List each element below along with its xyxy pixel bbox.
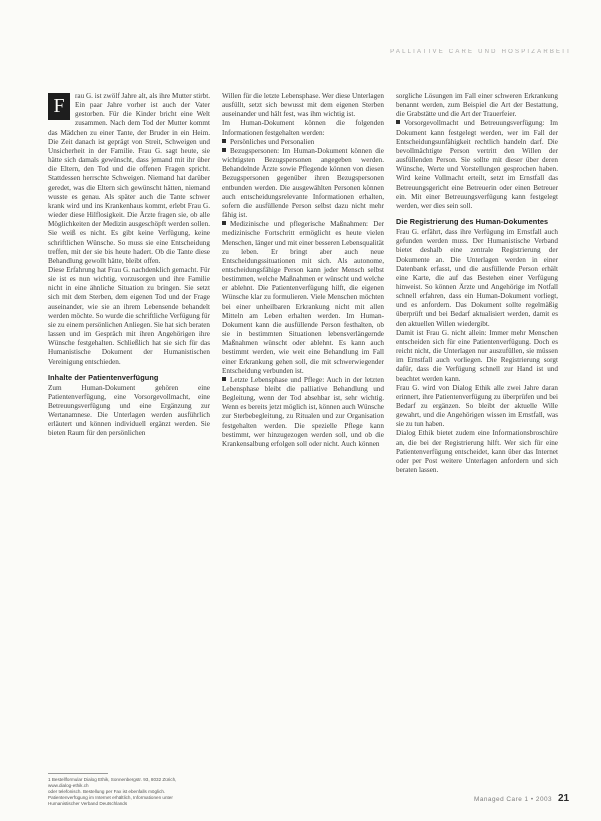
section-heading-contents: Inhalte der Patientenverfügung: [48, 372, 159, 382]
paragraph: Frau G. wird von Dialog Ethik alle zwei Jahre daran erinnert, ihre Patientenverfügung zu überprüfen und bei Bedarf zu ergänzen. So bleibt der aktuelle Wille gewahrt, und die Angehörigen wissen im Ernstfall, was sie zu tun haben.: [396, 383, 558, 429]
page-number: 21: [558, 793, 570, 804]
section-heading-registration: Die Registrierung des Human-Dokumentes: [396, 217, 549, 227]
text-column-3: [396, 92, 558, 792]
text-column-2: [222, 92, 384, 792]
list-item: Medizinische und pflegerische Maßnahmen: Der medizinische Fortschritt ermöglicht es heute vielen Menschen, länger und mit einer besseren Lebensqualität zu leben. Er bringt aber auch neue Entscheidungssituationen mit sich. Als autonome, entscheidungsfähige Person kann jeder Mensch selbst bestimmen, welche Maßnahmen er wünscht und welche er ablehnt. Die Patientenverfügung hilft, die eigenen Wünsche klar zu formulieren. Viele Menschen möchten bei einer unheilbaren Erkrankung nicht mit allen Mitteln am Leben erhalten werden. Im Human-Dokument kann die ausfüllende Person festhalten, ob sie in bestimmten Situationen lebensverlängernde Maßnahmen wünscht oder ablehnt. Es kann auch bestimmt werden, wie weit eine Behandlung im Fall einer Erkrankung gehen soll, die mit schwerwiegender Entscheidung verbunden ist.: [222, 220, 384, 375]
drop-cap: F: [48, 93, 70, 120]
running-head: PALLIATIVE CARE UND HOSPIZARBEIT: [390, 49, 572, 55]
paragraph: Frau G. erfährt, dass ihre Verfügung im Ernstfall auch gefunden werden muss. Der Humanistische Verband bietet deshalb eine zentrale Registrierung der Dokumente an. Die Unterlagen werden in einer Datenbank erfasst, und die ausfüllende Person erhält eine Karte, die auf das Bestehen einer Verfügung hinweist. So können Ärzte und Angehörige im Notfall schnell erfahren, dass ein Human-Dokument vorliegt, und es anfordern. Das Dokument sollte regelmäßig überprüft und bei Bedarf aktualisiert werden, damit es den aktuellen Willen wiedergibt.: [396, 228, 558, 328]
paragraph-text: rau G. ist zwölf Jahre alt, als ihre Mutter stirbt. Ein paar Jahre vorher ist auch der Vater gestorben. Für die Kinder bricht eine Welt zusammen. Nach dem Tod der Mutter kommt das Mädchen zu einer Tante, der Bruder in ein Heim. Die Zeit danach ist geprägt von Streit, Schweigen und Unsicherheit in der Familie. Frau G. sagt heute, sie hätte sich damals gewünscht, dass jemand mit ihr über die Eltern, den Tod und die offenen Fragen spricht. Stattdessen herrschte Schweigen. Niemand hat darüber geredet, was die Eltern sich gewünscht hätten, niemand wusste es genau. Als später auch die Tante schwer krank wird und ins Krankenhaus kommt, erlebt Frau G. wieder diese Hilflosigkeit. Die Ärzte fragen sie, ob alle Möglichkeiten der Medizin ausgeschöpft werden sollen. Sie weiß es nicht. Es gibt keine Verfügung, keine schriftlichen Wünsche. So muss sie eine Entscheidung treffen, mit der sie bis heute hadert. Ob die Tante diese Behandlung gewollt hätte, bleibt offen.: [48, 92, 210, 265]
paragraph: Willen für die letzte Lebensphase. Wer diese Unterlagen ausfüllt, setzt sich bewusst mit dem eigenen Sterben auseinander und hält fest, was ihm wichtig ist.: [222, 92, 384, 119]
magazine-issue: Managed Care 1 • 2003: [474, 796, 553, 803]
list-item: Letzte Lebensphase und Pflege: Auch in der letzten Lebensphase bleibt die palliative Behandlung und Begleitung, wenn der Tod absehbar ist, sehr wichtig. Wenn es bereits jetzt möglich ist, können auch Wünsche zur Sterbebegleitung, zu Ritualen und zur Organisation festgehalten werden. Die spezielle Pflege kann bestimmt, wer hinzugezogen werden soll, und ob die Krankensalbung erfolgen soll oder nicht. Auch können: [222, 375, 384, 448]
paragraph: Im Human-Dokument können die folgenden Informationen festgehalten werden:: [222, 119, 384, 137]
paragraph: [48, 92, 210, 266]
text-column-1: [48, 92, 210, 767]
bullet-list: [222, 138, 384, 449]
paragraph: Zum Human-Dokument gehören eine Patientenverfügung, eine Vorsorgevollmacht, eine Betreuungsverfügung und eine Ergänzung zur Wertanamnese. Die Unterlagen werden ausführlich erläutert und können individuell ergänzt werden. Sie bieten Raum für den persönlichen: [48, 383, 210, 438]
list-item: Persönliches und Personalien: [222, 138, 384, 147]
footnote-divider: [48, 773, 108, 774]
paragraph: sorgliche Lösungen im Fall einer schweren Erkrankung benannt werden, zum Beispiel die Art der Bestattung, die Grabstätte und die Art der Trauerfeier.: [396, 92, 558, 119]
paragraph: Diese Erfahrung hat Frau G. nachdenklich gemacht. Für sie ist es nun wichtig, vorzusorgen und ihre Familie nicht in eine ähnliche Situation zu bringen. Sie setzt sich mit dem Sterben, dem eigenen Tod und der Frage auseinander, wie sie an ihrem Lebensende behandelt werden möchte. So wurde die schriftliche Verfügung für sie zu einem persönlichen Anliegen. Sie hat sich beraten lassen und im Gespräch mit ihren Angehörigen ihre Wünsche festgehalten. Schließlich hat sie sich für das Humanistische Dokument der Humanistischen Vereinigung entschieden.: [48, 265, 210, 366]
list-item: Bezugspersonen: Im Human-Dokument können die wichtigsten Bezugspersonen angegeben werden. Behandelnde Ärzte sowie Pflegende können von diesen Bezugspersonen gegenüber ihren Bezugspersonen entbunden werden. Die ausgewählten Personen können auch entscheidungsrelevante Informationen erhalten, sofern die ausfüllende Person selbst dazu nicht mehr fähig ist.: [222, 146, 384, 220]
paragraph: Dialog Ethik bietet zudem eine Informationsbroschüre an, die bei der Registrierung hilft. Wer sich für eine Patientenverfügung entscheidet, kann über das Internet oder per Post weitere Unterlagen anfordern und sich beraten lassen.: [396, 429, 558, 475]
paragraph: Damit ist Frau G. nicht allein: Immer mehr Menschen entscheiden sich für eine Patientenverfügung. Doch es reicht nicht, die Unterlagen nur auszufüllen, sie müssen im Ernstfall auch vorliegen. Die Registrierung sorgt dafür, dass die Verfügung schnell zur Hand ist und beachtet werden kann.: [396, 328, 558, 383]
list-item: Vorsorgevollmacht und Betreuungsverfügung: Im Dokument kann festgelegt werden, wer im Fall der Entscheidungsunfähigkeit rechtlich handeln darf. Die bevollmächtigte Person vertritt den Willen der ausfüllenden Person. Sie sollte mit dieser über deren Wünsche, Werte und Vorstellungen gesprochen haben. Wird keine Vollmacht erteilt, setzt im Ernstfall das Betreuungsgericht eine Betreuerin oder einen Betreuer ein. Mit einer Betreuungsverfügung kann festgelegt werden, wer dies sein soll.: [396, 119, 558, 210]
footnote: 1 Bestellformular Dialog Ethik, Sonnenbergstr. 93, 8032 Zürich, www.dialog-ethik.ch oder telefonisch. Bestellung per Fax ist ebenfalls möglich. Patientenverfügung im Internet erhältlich, Informationen unter Humanistischer Verband Deutschlands: [48, 777, 177, 806]
bullet-list: [396, 119, 558, 211]
